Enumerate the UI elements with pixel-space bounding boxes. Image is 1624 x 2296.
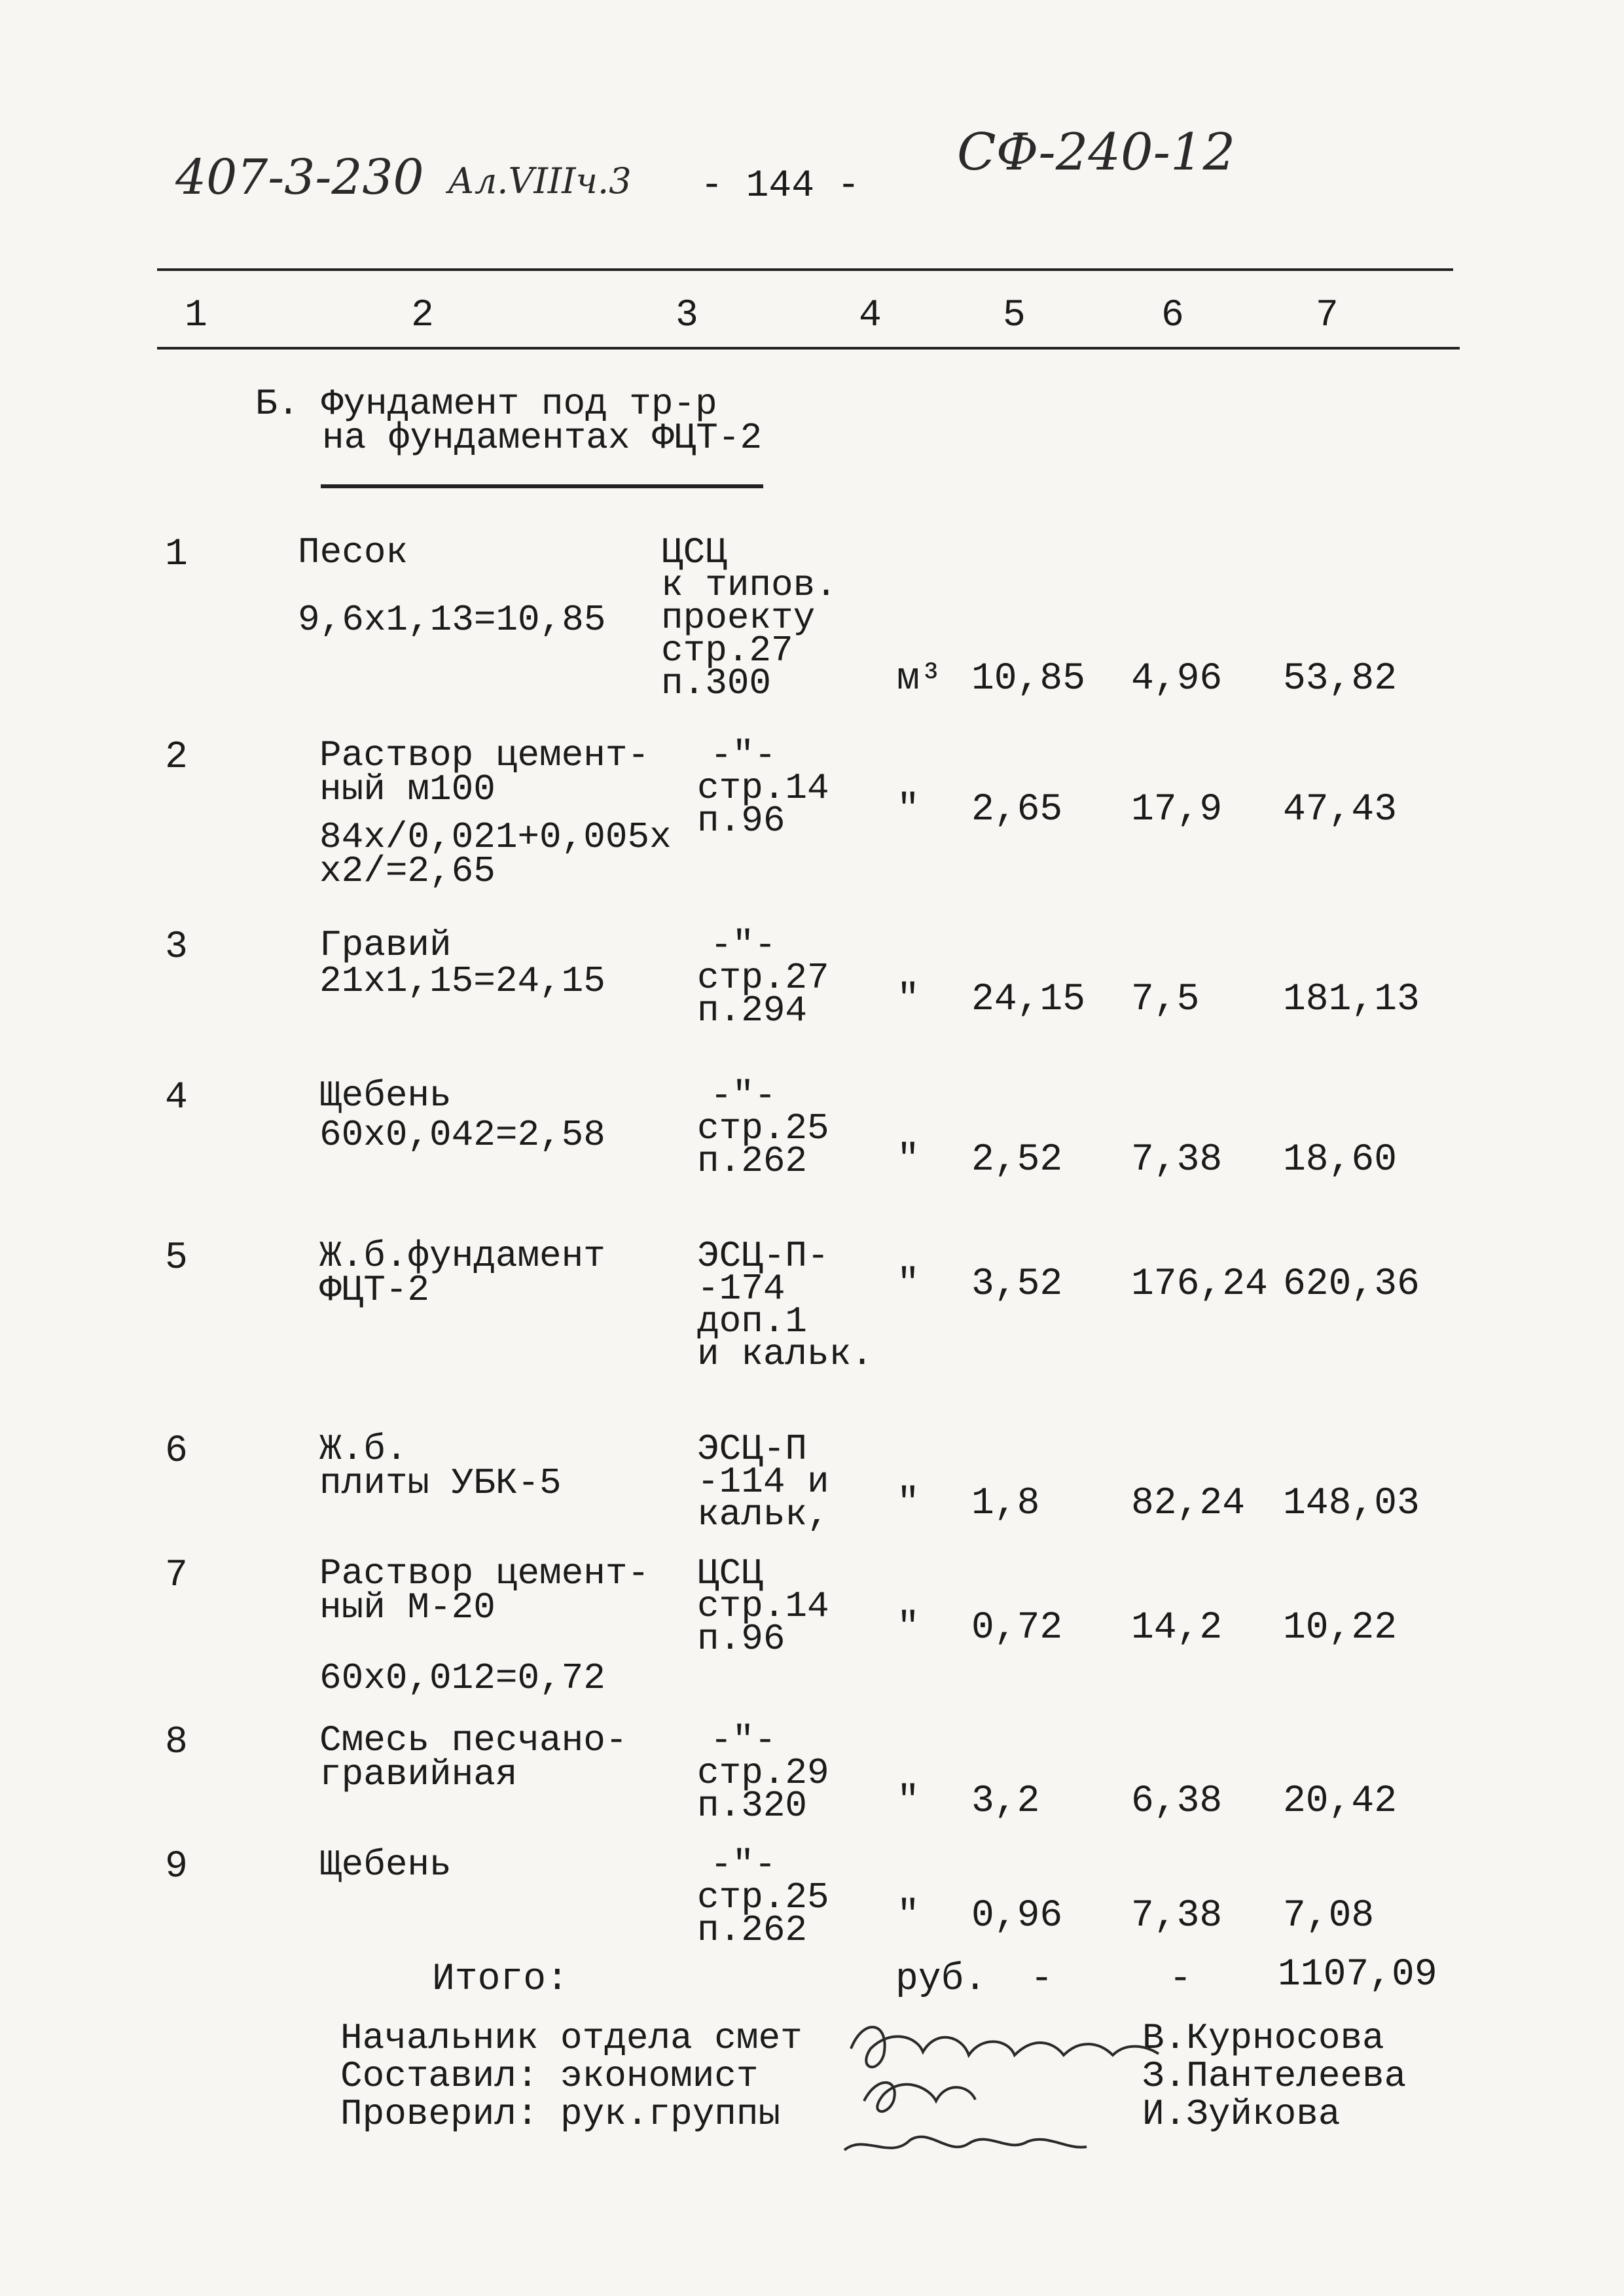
signature-role: Составил: экономист — [340, 2055, 759, 2097]
item-source: п.262 — [697, 1140, 808, 1182]
total-value: 1107,09 — [1278, 1954, 1437, 1996]
item-source: п.320 — [697, 1785, 808, 1827]
row-number: 4 — [165, 1077, 188, 1119]
item-name: Раствор цемент- — [319, 734, 650, 776]
header-rule-top — [157, 268, 1453, 271]
item-total: 148,03 — [1283, 1482, 1420, 1525]
row-number: 5 — [165, 1237, 188, 1280]
item-quantity: 1,8 — [971, 1482, 1040, 1525]
item-quantity: 24,15 — [971, 978, 1086, 1021]
item-calculation: 60х0,012=0,72 — [319, 1657, 605, 1699]
item-calculation: х2/=2,65 — [319, 850, 496, 892]
item-source: стр.29 — [697, 1752, 829, 1794]
item-name: Песок — [298, 531, 408, 573]
column-header: 2 — [411, 295, 434, 337]
total-label: Итого: — [432, 1958, 569, 2001]
item-source: -"- — [710, 924, 776, 966]
item-source: ЦСЦ — [661, 531, 727, 573]
item-unit: " — [897, 978, 920, 1021]
row-number: 1 — [165, 533, 188, 576]
item-name: Смесь песчано- — [319, 1719, 628, 1761]
item-quantity: 2,52 — [971, 1139, 1063, 1181]
row-number: 3 — [165, 926, 188, 969]
item-unit: " — [897, 1139, 920, 1181]
item-total: 10,22 — [1283, 1607, 1398, 1649]
item-name: Щебень — [319, 1844, 452, 1886]
item-total: 181,13 — [1283, 978, 1420, 1021]
item-unit: " — [897, 1780, 920, 1823]
item-source: к типов. — [661, 564, 837, 606]
signature-name: З.Пантелеева — [1142, 2055, 1407, 2097]
item-name: гравийная — [319, 1753, 518, 1795]
column-header: 7 — [1316, 295, 1339, 337]
signature-scribbles — [838, 2003, 1165, 2173]
column-header: 4 — [859, 295, 882, 337]
item-name: Ж.б.фундамент — [319, 1235, 605, 1277]
item-price: 7,5 — [1131, 978, 1200, 1021]
item-calculation: 60х0,042=2,58 — [319, 1114, 605, 1156]
item-source: -114 и — [697, 1461, 829, 1503]
row-number: 2 — [165, 736, 188, 779]
item-source: п.294 — [697, 990, 808, 1031]
item-source: стр.14 — [697, 767, 829, 809]
item-total: 18,60 — [1283, 1139, 1398, 1181]
total-unit: руб. — [895, 1958, 987, 2001]
sheet-code: СФ-240-12 — [957, 123, 1236, 182]
header-rule-bottom — [157, 347, 1460, 350]
item-total: 20,42 — [1283, 1780, 1398, 1823]
section-title-line1: Б. Фундамент под тр-р — [255, 383, 717, 425]
item-quantity: 3,52 — [971, 1263, 1063, 1306]
item-price: 4,96 — [1131, 658, 1223, 700]
item-total: 620,36 — [1283, 1263, 1420, 1306]
column-header: 5 — [1003, 295, 1026, 337]
item-quantity: 0,72 — [971, 1607, 1063, 1649]
signature-name: И.Зуйкова — [1142, 2093, 1341, 2135]
row-number: 8 — [165, 1721, 188, 1764]
item-source: -174 — [697, 1268, 785, 1310]
item-unit: " — [897, 789, 920, 831]
item-quantity: 0,96 — [971, 1895, 1063, 1937]
item-name: Гравий — [319, 924, 452, 966]
item-source: ЦСЦ — [697, 1552, 763, 1594]
item-calculation: 21х1,15=24,15 — [319, 960, 605, 1002]
item-source: ЭСЦ-П- — [697, 1235, 829, 1277]
item-source: и кальк. — [697, 1333, 873, 1375]
item-quantity: 2,65 — [971, 789, 1063, 831]
item-source: доп.1 — [697, 1300, 808, 1342]
item-name: ФЦТ-2 — [319, 1269, 430, 1311]
signature-role: Проверил: рук.группы — [340, 2093, 781, 2135]
item-unit: " — [897, 1607, 920, 1649]
item-price: 17,9 — [1131, 789, 1223, 831]
item-name: Щебень — [319, 1075, 452, 1117]
signature-role: Начальник отдела смет — [340, 2017, 803, 2059]
item-name: Раствор цемент- — [319, 1552, 650, 1594]
row-number: 9 — [165, 1846, 188, 1888]
page-number: - 144 - — [700, 165, 860, 207]
item-total: 7,08 — [1283, 1895, 1375, 1937]
item-source: ЭСЦ-П — [697, 1428, 808, 1470]
total-dash-qty: - — [1030, 1958, 1053, 2001]
item-price: 82,24 — [1131, 1482, 1246, 1525]
item-quantity: 10,85 — [971, 658, 1086, 700]
item-name: плиты УБК-5 — [319, 1462, 562, 1504]
item-source: п.96 — [697, 1618, 785, 1660]
doc-code: 407-3-230 — [175, 149, 424, 206]
item-price: 14,2 — [1131, 1607, 1223, 1649]
column-header: 3 — [676, 295, 698, 337]
item-price: 176,24 — [1131, 1263, 1268, 1306]
item-source: -"- — [710, 1075, 776, 1117]
item-calculation: 84х/0,021+0,005х — [319, 816, 672, 858]
column-header: 1 — [185, 295, 208, 337]
item-quantity: 3,2 — [971, 1780, 1040, 1823]
row-number: 7 — [165, 1554, 188, 1597]
item-total: 53,82 — [1283, 658, 1398, 700]
section-title-line2: на фундаментах ФЦТ-2 — [322, 417, 763, 459]
item-unit: " — [897, 1895, 920, 1937]
item-source: стр.25 — [697, 1107, 829, 1149]
section-underline — [321, 484, 763, 488]
item-name: ный М-20 — [319, 1587, 496, 1628]
item-source: п.96 — [697, 800, 785, 842]
item-name: Ж.б. — [319, 1428, 408, 1470]
item-source: -"- — [710, 1844, 776, 1886]
item-source: стр.27 — [661, 630, 793, 672]
item-calculation: 9,6х1,13=10,85 — [298, 599, 606, 641]
item-source: стр.25 — [697, 1876, 829, 1918]
item-source: проекту — [661, 597, 816, 639]
item-source: стр.27 — [697, 957, 829, 999]
total-dash-price: - — [1169, 1958, 1192, 2001]
item-source: п.300 — [661, 662, 772, 704]
item-total: 47,43 — [1283, 789, 1398, 831]
album-ref: Ал.VIIIч.3 — [448, 160, 632, 202]
item-unit: " — [897, 1263, 920, 1306]
item-unit: " — [897, 1482, 920, 1525]
item-source: -"- — [710, 734, 776, 776]
item-price: 7,38 — [1131, 1139, 1223, 1181]
column-header: 6 — [1161, 295, 1184, 337]
signature-name: В.Курносова — [1142, 2017, 1384, 2059]
item-source: -"- — [710, 1719, 776, 1761]
item-price: 7,38 — [1131, 1895, 1223, 1937]
item-source: стр.14 — [697, 1585, 829, 1627]
row-number: 6 — [165, 1430, 188, 1473]
item-price: 6,38 — [1131, 1780, 1223, 1823]
item-unit: м³ — [897, 658, 943, 700]
item-source: кальк, — [697, 1494, 829, 1535]
item-name: ный м100 — [319, 768, 496, 810]
item-source: п.262 — [697, 1909, 808, 1951]
